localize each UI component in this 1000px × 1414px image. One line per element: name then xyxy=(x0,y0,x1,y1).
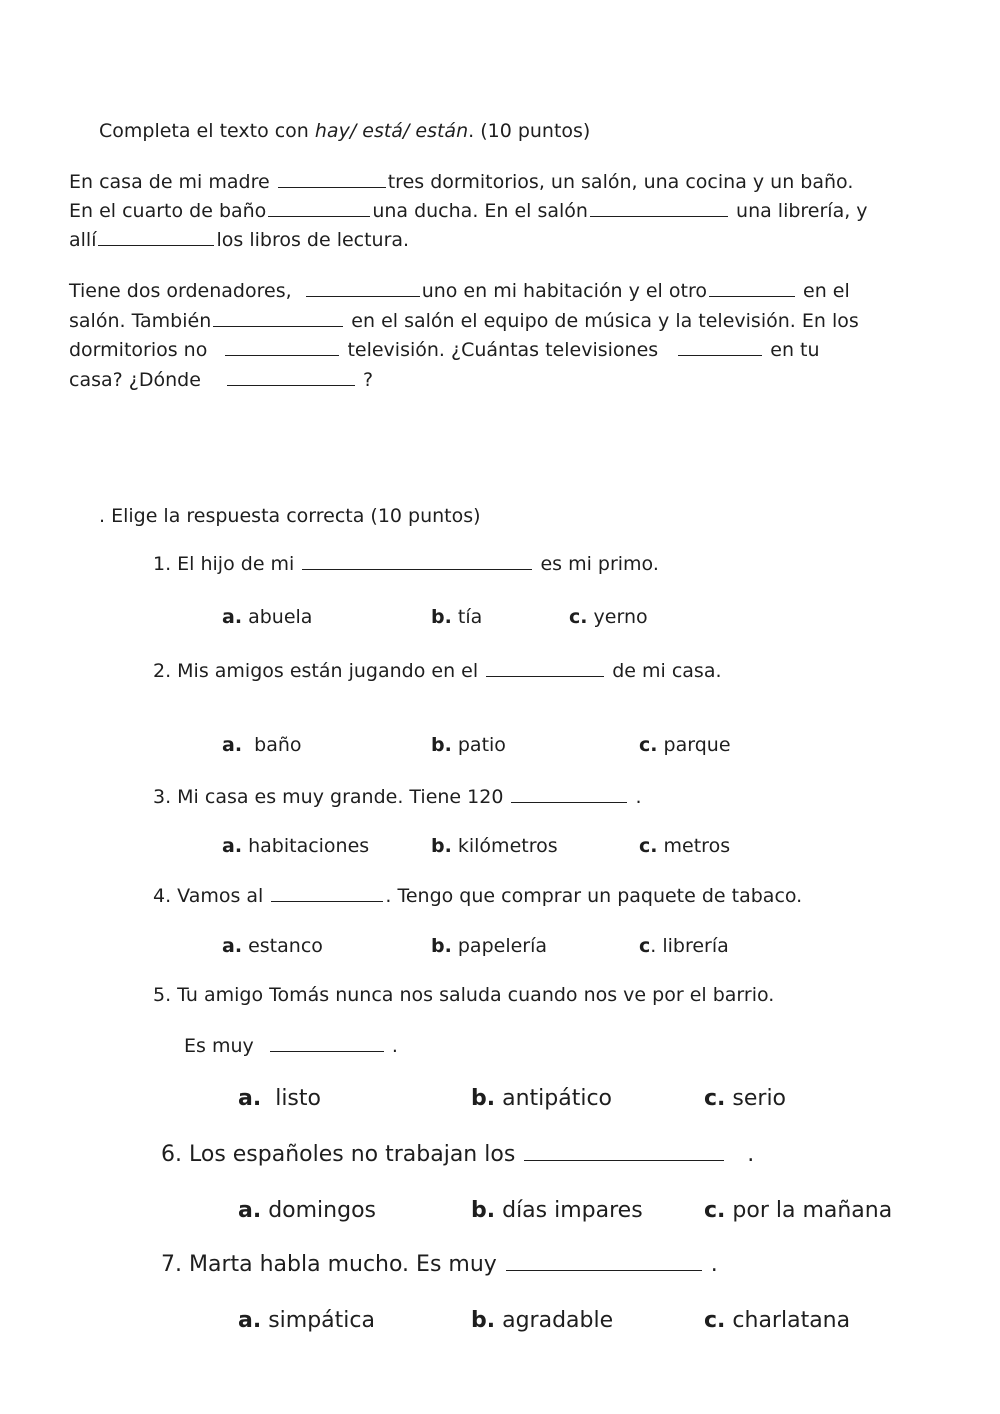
q4-option-a[interactable] xyxy=(222,935,323,957)
q5-option-b[interactable] xyxy=(471,1086,612,1111)
p2-line2 xyxy=(69,310,859,332)
question-text: . xyxy=(391,1035,398,1057)
p1-text: En el cuarto de baño xyxy=(69,200,267,222)
q6-option-c[interactable] xyxy=(704,1198,892,1223)
option-letter: c. xyxy=(704,1308,726,1333)
p2-text: Tiene dos ordenadores, xyxy=(69,280,292,302)
p1-line3 xyxy=(69,229,409,251)
question-text: 6. Los españoles no trabajan los xyxy=(161,1142,516,1167)
option-letter: a. xyxy=(222,734,243,756)
question-text: 2. Mis amigos están jugando en el xyxy=(153,660,479,682)
question-text: Es muy xyxy=(184,1035,254,1057)
q7-option-a[interactable] xyxy=(238,1308,375,1333)
p1-line2 xyxy=(69,200,868,222)
p1-text: allí xyxy=(69,229,97,251)
p1-text: tres dormitorios, un salón, una cocina y un baño. xyxy=(387,171,854,193)
option-text: estanco xyxy=(248,935,323,957)
q5-option-a[interactable] xyxy=(238,1086,321,1111)
question-2 xyxy=(153,660,722,682)
q3-option-c[interactable] xyxy=(639,835,730,857)
p1-text: los libros de lectura. xyxy=(216,229,410,251)
q3-option-b[interactable] xyxy=(431,835,558,857)
answer-blank[interactable] xyxy=(590,201,728,217)
option-text: . librería xyxy=(650,935,729,957)
option-text: habitaciones xyxy=(248,835,370,857)
option-letter: c. xyxy=(704,1086,726,1111)
section1-title-points: . (10 puntos) xyxy=(468,120,591,142)
q2-option-c[interactable] xyxy=(639,734,731,756)
option-letter: c. xyxy=(639,835,658,857)
option-text: simpática xyxy=(268,1308,375,1333)
question-3 xyxy=(153,786,642,808)
option-letter: c. xyxy=(639,734,658,756)
option-text: yerno xyxy=(593,606,648,628)
question-5-line2 xyxy=(184,1035,398,1057)
answer-blank[interactable] xyxy=(506,1253,702,1271)
option-text: charlatana xyxy=(732,1308,851,1333)
p1-text: una ducha. En el salón xyxy=(372,200,588,222)
option-letter: a. xyxy=(222,835,243,857)
option-letter: c xyxy=(639,935,651,957)
p1-text: una librería, y xyxy=(736,200,868,222)
q5-option-c[interactable] xyxy=(704,1086,786,1111)
answer-blank[interactable] xyxy=(524,1143,724,1161)
option-text: listo xyxy=(275,1086,321,1111)
q1-option-a[interactable] xyxy=(222,606,312,628)
option-letter: c. xyxy=(704,1198,726,1223)
p2-line3 xyxy=(69,339,820,361)
answer-blank[interactable] xyxy=(271,886,383,902)
option-letter: a. xyxy=(238,1308,262,1333)
p2-line1 xyxy=(69,280,850,302)
question-text: 7. Marta habla mucho. Es muy xyxy=(161,1252,497,1277)
question-text: es mi primo. xyxy=(540,553,659,575)
question-text: . Tengo que comprar un paquete de tabaco. xyxy=(385,885,803,907)
question-text: . xyxy=(710,1252,718,1277)
option-letter: c. xyxy=(569,606,588,628)
answer-blank[interactable] xyxy=(709,281,795,297)
option-letter: b. xyxy=(471,1086,496,1111)
option-text: antipático xyxy=(502,1086,613,1111)
section2-title: . Elige la respuesta correcta (10 puntos) xyxy=(99,505,481,527)
p2-text: en el salón el equipo de música y la televisión. En los xyxy=(351,310,859,332)
answer-blank[interactable] xyxy=(511,787,627,803)
option-letter: b. xyxy=(471,1308,496,1333)
q4-option-b[interactable] xyxy=(431,935,547,957)
p2-text: uno en mi habitación y el otro xyxy=(421,280,707,302)
option-letter: a. xyxy=(238,1198,262,1223)
question-text: 4. Vamos al xyxy=(153,885,264,907)
answer-blank[interactable] xyxy=(268,201,370,217)
p2-text: casa? ¿Dónde xyxy=(69,369,201,391)
option-text: por la mañana xyxy=(732,1198,893,1223)
q1-option-c[interactable] xyxy=(569,606,648,628)
option-letter: b. xyxy=(431,606,452,628)
option-letter: b. xyxy=(431,734,452,756)
answer-blank[interactable] xyxy=(306,281,420,297)
option-text: serio xyxy=(732,1086,787,1111)
question-4 xyxy=(153,885,802,907)
q2-option-a[interactable] xyxy=(222,734,302,756)
option-text: kilómetros xyxy=(457,835,558,857)
option-text: abuela xyxy=(248,606,313,628)
question-text: 1. El hijo de mi xyxy=(153,553,295,575)
q7-option-c[interactable] xyxy=(704,1308,850,1333)
p2-text: ? xyxy=(362,369,374,391)
question-text: . xyxy=(747,1142,755,1167)
q7-option-b[interactable] xyxy=(471,1308,613,1333)
option-text: días impares xyxy=(502,1198,643,1223)
section1-title xyxy=(99,120,590,142)
answer-blank[interactable] xyxy=(486,661,604,677)
option-letter: a. xyxy=(238,1086,262,1111)
option-text: patio xyxy=(457,734,506,756)
option-text: papelería xyxy=(457,935,548,957)
answer-blank[interactable] xyxy=(678,340,762,356)
option-text: metros xyxy=(663,835,731,857)
option-letter: a. xyxy=(222,935,243,957)
question-5: 5. Tu amigo Tomás nunca nos saluda cuando nos ve por el barrio. xyxy=(153,984,775,1006)
option-letter: a. xyxy=(222,606,243,628)
answer-blank[interactable] xyxy=(302,554,532,570)
p2-line4 xyxy=(69,369,373,391)
option-letter: b. xyxy=(431,835,452,857)
answer-blank[interactable] xyxy=(225,340,339,356)
q1-option-b[interactable] xyxy=(431,606,482,628)
p2-text: salón. También xyxy=(69,310,212,332)
question-7 xyxy=(161,1252,718,1277)
q2-option-b[interactable] xyxy=(431,734,506,756)
q6-option-b[interactable] xyxy=(471,1198,643,1223)
question-1 xyxy=(153,553,659,575)
answer-blank[interactable] xyxy=(213,311,343,327)
option-letter: b. xyxy=(431,935,452,957)
p1-line1 xyxy=(69,171,853,193)
question-text: . xyxy=(635,786,642,808)
p2-text: en tu xyxy=(770,339,820,361)
option-text: domingos xyxy=(268,1198,377,1223)
p2-text: en el xyxy=(803,280,850,302)
question-text: 3. Mi casa es muy grande. Tiene 120 xyxy=(153,786,504,808)
p1-text: En casa de mi madre xyxy=(69,171,270,193)
p2-text: dormitorios no xyxy=(69,339,208,361)
q6-option-a[interactable] xyxy=(238,1198,376,1223)
q3-option-a[interactable] xyxy=(222,835,369,857)
option-text: parque xyxy=(663,734,731,756)
section1-title-emphasis: hay/ está/ están xyxy=(314,120,469,142)
question-6 xyxy=(161,1142,754,1167)
answer-blank[interactable] xyxy=(227,370,355,386)
option-letter: b. xyxy=(471,1198,496,1223)
option-text: baño xyxy=(254,734,302,756)
section1-title-text: Completa el texto con xyxy=(99,120,315,142)
answer-blank[interactable] xyxy=(278,172,386,188)
option-text: agradable xyxy=(502,1308,614,1333)
answer-blank[interactable] xyxy=(98,230,214,246)
question-text: de mi casa. xyxy=(612,660,722,682)
q4-option-c[interactable] xyxy=(639,935,729,957)
p2-text: televisión. ¿Cuántas televisiones xyxy=(347,339,659,361)
option-text: tía xyxy=(457,606,483,628)
answer-blank[interactable] xyxy=(270,1036,384,1052)
